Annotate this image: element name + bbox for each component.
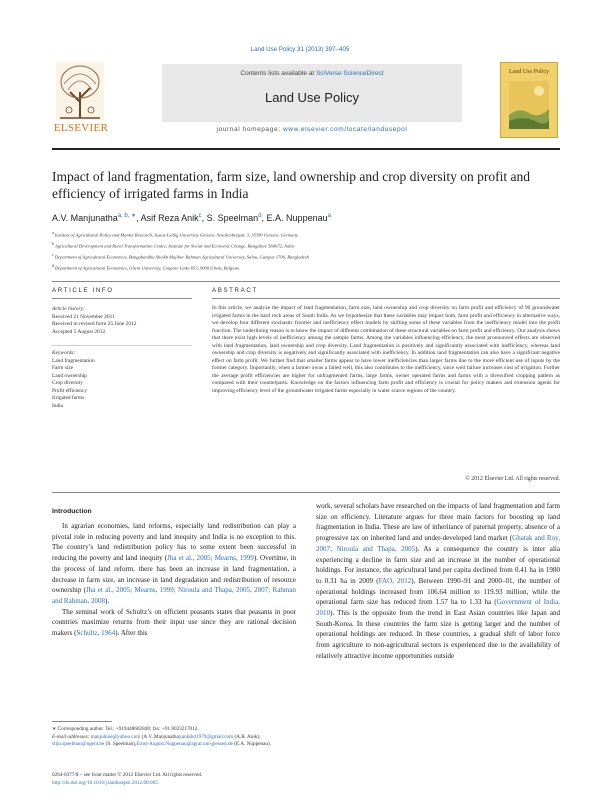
author-separator: , [261,213,267,223]
affiliation-item [52,229,560,240]
intro-paragraph [52,521,296,607]
history-item: Received in revised form 25 June 2012 [52,321,137,327]
abstract-label: ABSTRACT [212,287,258,294]
body-text: The seminal work of Schultz’s on efficient peasants states that peasants in poor countries maximize returns from their input use since they are rational decision makers ( [52,607,296,638]
affiliation-text: Institute of Agricultural Policy and Market Research, Justus Liebig University Giessen, Senckenbergstr. 3, 35390 Giessen, Germany [54,232,298,238]
affiliation-item [52,251,560,262]
email-owner: (S. Speelman), [104,741,137,748]
issn-line: 0264-8377/$ – see front matter © 2012 Elsevier Ltd. All rights reserved. [52,772,203,778]
email-owner: (A.V. Manjunatha), [140,733,182,740]
journal-title[interactable]: Land Use Policy [265,90,359,105]
email-addresses [52,734,296,749]
journal-homepage-line [162,126,462,133]
copyright-notice: © 2012 Elsevier Ltd. All rights reserved. [465,476,560,482]
email-owner: (E.A. Nuppenau). [232,741,272,748]
author-name: S. Speelman [206,213,259,223]
keywords-block [52,350,192,410]
citation-link[interactable]: Jha et al., 2005; Mearns, 1999 [167,554,254,563]
email-link[interactable]: manjubioe@yahoo.com [90,733,141,740]
sciencedirect-link[interactable]: SciVerse ScienceDirect [315,70,384,77]
affiliation-mark: c [52,252,54,258]
body-text: ). This is the opposite from the trend in East Asian countries like Japan and South-Korea. In these countries the farm size is getting larger and the number of operational holdings are reduced. In these countries, a gradual shift of labor force from agriculture to non-agricultural sectors is experienced due to the availability of relatively attractive income opportunities outside [316,609,560,660]
elsevier-logo[interactable] [52,62,108,140]
affiliation-list [52,229,560,274]
author-separator: , [201,213,207,223]
affiliation-divider [52,281,560,282]
keyword[interactable]: Crop diversity [52,380,83,386]
intro-paragraph [316,501,560,662]
journal-homepage-link[interactable]: www.elsevier.com/locate/landusepol [282,126,408,133]
corresponding-author-note: ∗ Corresponding author. Tel.: +919448602848; fax: +91 8023217012. [52,726,199,732]
keywords-heading: Keywords: [52,350,76,356]
author-affiliation-marks[interactable]: a, b, ∗ [117,213,137,219]
email-link[interactable]: anikbd1979@gmail.com [181,733,234,740]
affiliation-mark: a [52,230,54,235]
publisher-name: ELSEVIER [53,122,109,134]
author[interactable] [141,213,207,223]
author-separator: , [136,213,141,223]
email-label: E-mail addresses: [52,733,91,740]
body-text: ). After this [115,629,148,638]
keyword[interactable]: Land fragmentation [52,357,95,364]
article-info-label: ARTICLE INFO [52,287,114,294]
author[interactable] [267,213,331,223]
keyword[interactable]: Profit efficiency [52,387,88,394]
author-name: A.V. Manjunatha [52,213,118,223]
author[interactable] [207,213,267,223]
cover-title: Land Use Policy [509,69,549,75]
article-title: Impact of land fragmentation, farm size, land ownership and crop diversity on profit and efficiency of irrigated farms in India [52,169,530,201]
author-name: E.A. Nuppenau [266,213,328,223]
abstract-text: In this article, we analyze the impact of land fragmentation, farm size, land ownership and crop diversity on farm profit and efficiency of 90 groundwater irrigated farms in the hard rock areas of South India. As we hypothesize that these variables may impact both, farm profit and efficiency in alternative ways, we develop four different stochastic frontier and inefficiency effect models by shifting some of these variables from the inefficiency model into the profit function. The underlining reason is to know the impact of different combination of these structural variables on farm profit and efficiency. Our analysis shows that there exist high levels of inefficiency among the sample farms. Among the variables influencing efficiency, the most pronounced effects are observed with land fragmentation, land ownership and crop diversity. Land fragmentation is positively and significantly associated with inefficiency, whereas land ownership and crop diversity is negatively and significantly associated with inefficiency. In addition land fragmentation can also have a significant negative effect on farm profit. We further find that smaller farms appear to have lower inefficiencies than larger farms due to the more efficient use of inputs by the former category. Importantly, when a farmer owns a failed well, this also contributes to the inefficiency, since well failure increases cost of irrigation. Further the average profit efficiencies are higher for unfragmented farms, large farms, owner operated farms and farms with a diversified cropping pattern as compared with their counterparts. Knowledge on the factors influencing farm profit and efficiency is crucial for policy makers and extension agents for improving efficiency level of the groundwater irrigated farms especially in water scarce regions of the country. [212,305,560,395]
citation-link[interactable]: FAO, 2012 [378,576,412,585]
citation-link[interactable]: Ghatak and Roy, 2007; Niroula and Thapa, 2005 [316,534,560,553]
citation-link[interactable]: Government of India, 2010 [316,598,560,618]
body-text: In agrarian economies, land reforms, especially land redistribution can play a pivotal role in reducing poverty and land inequity and India is no exception to this. The country’s land redistribution policy has to some extent been successful in reducing the poverty and land inequity ( [52,522,296,563]
email-link[interactable]: stijn.speelman@ugent.be [52,741,105,748]
affiliation-item [52,240,560,251]
history-item: Accepted 5 August 2012 [52,328,106,335]
citation-link[interactable]: Jha et al., 2005; Mearns, 1999; Niroula and Thapa, 2005, 2007; Rahman and Rahman, 2008 [52,586,296,605]
keyword[interactable]: India [52,402,64,409]
cover-landscape-icon [509,81,549,129]
article-info-divider [52,298,192,299]
doi-link[interactable]: http://dx.doi.org/10.1016/j.landusepol.2012.08.005 [52,779,158,786]
contents-prefix: Contents lists available at [240,70,316,77]
author[interactable] [52,213,141,223]
header-divider [52,148,560,150]
email-link[interactable]: Ernst-August.Nuppenau@agrar.uni-giessen.de [136,741,233,748]
email-owner: (A.R. Anik), [233,733,261,740]
affiliation-text: Department of Agricultural Economics, Bangabandhu Sheikh Mujibur Rahman Agricultural University, Salna, Gazipur 1706, Bangladesh [54,254,309,260]
body-text: ). Overtime, in the process of land reform, there has been an increase in land fragmentation, a decrease in farm size, an increase in land degradation and redistribution of resource ownership ( [52,554,296,595]
intro-right-column [316,501,560,662]
affiliation-mark: b [52,241,54,247]
affiliation-item [52,262,560,273]
history-heading: Article history: [52,306,85,312]
history-divider [52,345,192,346]
keyword[interactable]: Land ownership [52,372,87,379]
article-history [52,306,192,336]
journal-reference[interactable]: Land Use Policy 31 (2013) 397–405 [250,46,350,53]
author-affiliation-marks[interactable]: d [258,213,262,219]
journal-header [52,62,560,142]
journal-cover-image[interactable] [500,62,558,138]
footnote-divider [52,721,112,722]
affiliation-mark: d [52,263,54,269]
abstract-divider [212,298,560,299]
history-item: Received 21 November 2011 [52,313,115,320]
homepage-prefix: journal homepage: [216,126,283,133]
affiliation-text: Department of Agricultural Economics, Ghent University, Coupure Links 653, 9000 Ghent, Belgium [55,265,240,271]
abstract-end-divider [52,492,560,493]
intro-paragraph [52,607,296,639]
affiliation-text: Agricultural Development and Rural Transformation Centre, Institute for Social and Economic Change, Bangalore 560072, India [55,243,294,249]
author-affiliation-marks[interactable]: c [198,213,202,219]
body-text: work, several scholars have researched on the impacts of land fragmentation and farm size on efficiency. Literature argues for three main factors for boosting up land fragmentation in India. These are law of inheritance of paternal property, absence of a progressive tax on inherited land and under-developed land market ( [316,502,560,543]
footnotes [52,726,296,749]
author-list [52,212,560,223]
author-affiliation-marks[interactable]: a [327,213,331,219]
body-text: ). Between 1990–91 and 2000–01, the number of operational holdings increased from 106.64 million to 119.93 million, while the operational farm size has reduced from 1.57 ha to 1.33 ha ( [316,576,560,607]
introduction-heading: Introduction [52,508,92,515]
citation-link[interactable]: Schultz, 1964 [76,629,116,638]
elsevier-tree-icon [56,62,104,120]
author-name: Asif Reza Anik [140,213,199,223]
body-text: ). [105,596,110,605]
body-text: ). As a consequence the country is inter alia experiencing a decline in farm size and an increase in the number of operational holdings. For instance, the agricultural land per capita declined from 0.41 ha in 1980 to 0.31 ha in 2009 ( [316,544,560,585]
publication-meta [52,772,352,787]
intro-left-column [52,521,296,639]
keyword[interactable]: Irrigated farms [52,395,85,401]
keyword[interactable]: Farm size [52,365,74,371]
contents-available-line [162,70,462,77]
